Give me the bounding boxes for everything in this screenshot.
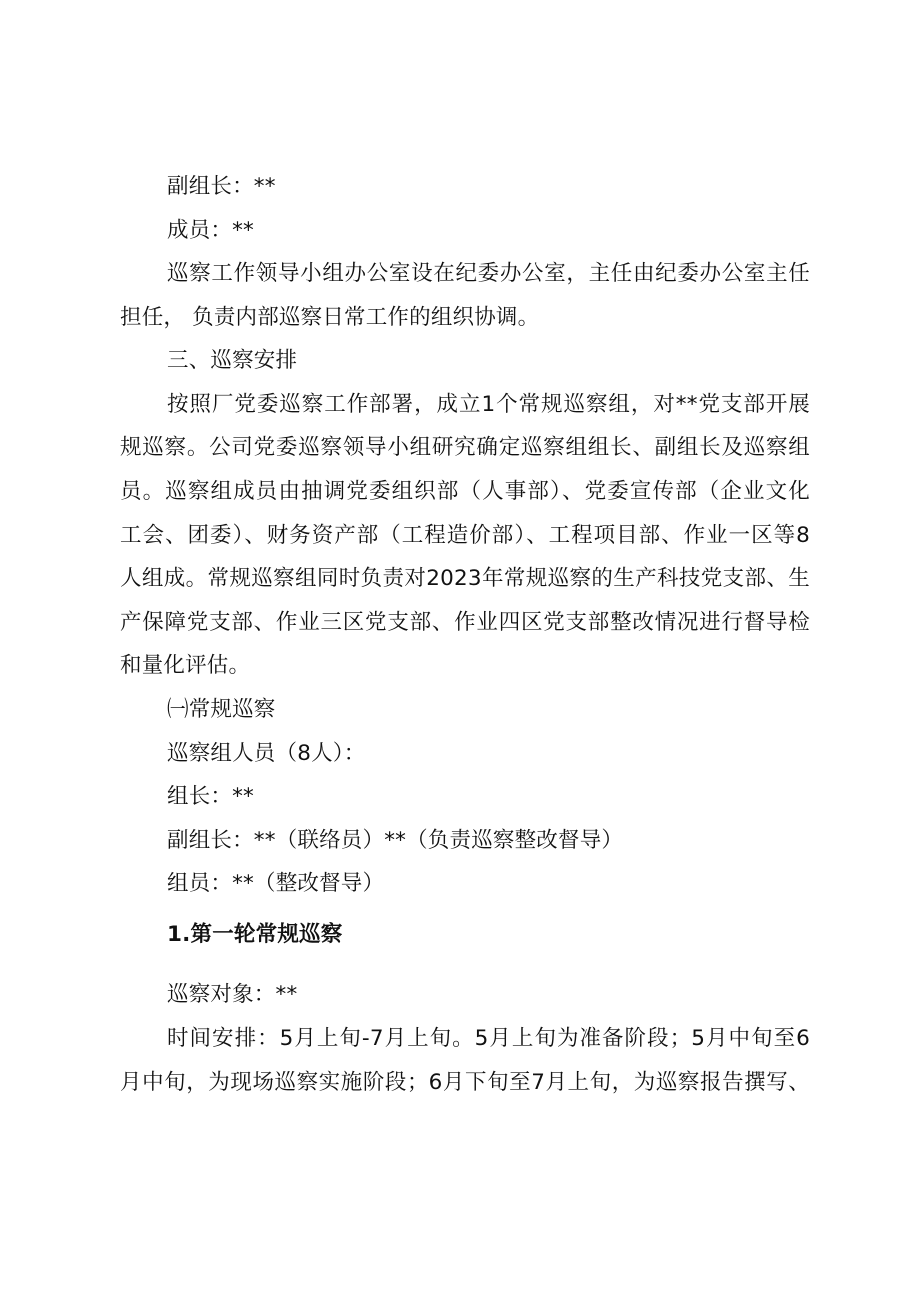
schedule-paragraph-line-2: 月中旬，为现场巡察实施阶段；6月下旬至7月上旬，为巡察报告撰写、 bbox=[120, 1070, 810, 1095]
team-leader-line: 组长：** bbox=[167, 784, 255, 809]
team-deputy-leader-line: 副组长：**（联络员）**（负责巡察整改督导） bbox=[167, 828, 624, 853]
inspection-team-line: 巡察组人员（8人）： bbox=[167, 741, 366, 766]
deputy-leader-line: 副组长：** bbox=[167, 174, 276, 199]
subsection-heading-regular-inspection: ㈠常规巡察 bbox=[167, 697, 276, 722]
team-members-line: 组员：**（整改督导） bbox=[167, 871, 385, 896]
first-round-heading: 1.第一轮常规巡察 bbox=[167, 922, 343, 947]
office-paragraph-line-1: 巡察工作领导小组办公室设在纪委办公室，主任由纪委办公室主任 bbox=[167, 261, 810, 286]
arrangement-paragraph-line-4: 工会、团委）、财务资产部（工程造价部）、工程项目部、作业一区等8 bbox=[120, 523, 810, 548]
inspection-target-line: 巡察对象：** bbox=[167, 982, 298, 1007]
arrangement-paragraph-line-6: 产保障党支部、作业三区党支部、作业四区党支部整改情况进行督导检 bbox=[120, 610, 810, 635]
section-heading-inspection-arrangement: 三、巡察安排 bbox=[167, 348, 298, 373]
arrangement-paragraph-line-1: 按照厂党委巡察工作部署，成立1个常规巡察组，对**党支部开展 bbox=[167, 392, 810, 417]
arrangement-paragraph-line-2: 规巡察。公司党委巡察领导小组研究确定巡察组组长、副组长及巡察组 bbox=[120, 435, 810, 460]
schedule-paragraph-line-1: 时间安排：5月上旬-7月上旬。5月上旬为准备阶段；5月中旬至6 bbox=[167, 1026, 810, 1051]
members-line: 成员：** bbox=[167, 218, 255, 243]
office-paragraph-line-2: 担任， 负责内部巡察日常工作的组织协调。 bbox=[120, 305, 540, 330]
arrangement-paragraph-line-7: 和量化评估。 bbox=[120, 653, 251, 678]
arrangement-paragraph-line-5: 人组成。常规巡察组同时负责对2023年常规巡察的生产科技党支部、生 bbox=[120, 566, 810, 591]
arrangement-paragraph-line-3: 员。巡察组成员由抽调党委组织部（人事部）、党委宣传部（企业文化 bbox=[120, 479, 810, 504]
